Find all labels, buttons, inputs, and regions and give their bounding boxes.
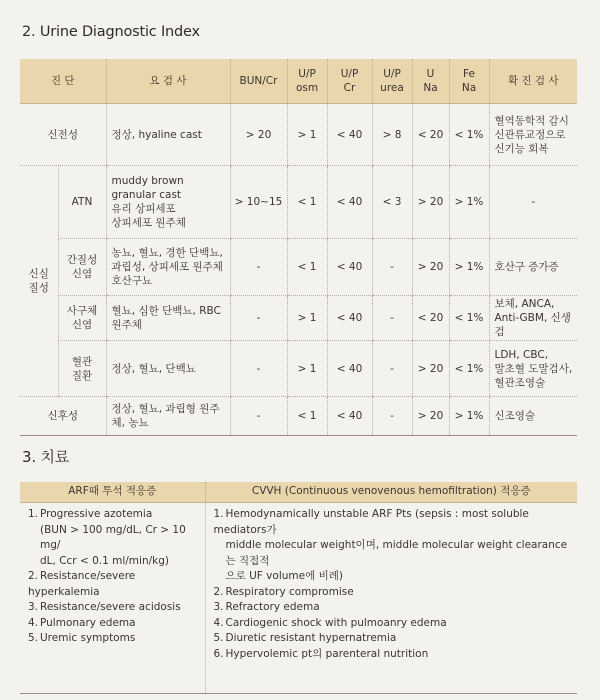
cell-up-osm: < 1 [287,397,327,436]
cell-u-na: > 20 [412,166,449,239]
cell-urinalysis: muddy brown granular cast 유리 상피세포 상피세포 원주체 [106,166,230,239]
cell-up-urea: - [372,397,412,436]
table-row [20,239,577,296]
cell-up-urea: - [372,296,412,341]
section-title-urine-index: 2. Urine Diagnostic Index [22,24,200,40]
row-label-interstitial: 간질성 신염 [58,239,106,296]
list-item: 6. Hypervolemic pt의 parenteral nutrition [213,647,429,660]
table-row [20,397,577,436]
cell-up-urea: > 8 [372,104,412,166]
section-title-treatment: 3. 치료 [22,448,70,466]
cell-bun-cr: - [230,341,287,397]
list-item: 1. Progressive azotemia (BUN > 100 mg/dL, Cr > 10 mg/ dL, Ccr < 0.1 ml/min/kg) [28,508,186,567]
header-up-cr: U/P Cr [327,59,372,104]
row-label-prerenal: 신전성 [20,104,106,166]
cell-fe-na: < 1% [449,341,489,397]
list-item: 2. Resistance/severe hyperkalemia [28,570,136,598]
cell-urinalysis: 정상, 혈뇨, 과립형 원주 체, 농뇨 [106,397,230,436]
table-row [20,503,577,694]
table-row [20,104,577,166]
cell-u-na: < 20 [412,104,449,166]
cell-urinalysis: 정상, hyaline cast [106,104,230,166]
table-row [20,296,577,341]
cell-u-na: < 20 [412,296,449,341]
row-label-glomerular: 사구체 신염 [58,296,106,341]
cell-up-cr: < 40 [327,296,372,341]
list-item: 5. Diuretic resistant hypernatremia [213,632,397,644]
row-group-intrinsic: 신실 질성 [20,166,58,397]
cell-confirm: 혈역동학적 감시 신관류교정으로 신기능 회복 [489,104,577,166]
list-item: 3. Refractory edema [213,601,320,613]
cell-bun-cr: > 20 [230,104,287,166]
row-label-postrenal: 신후성 [20,397,106,436]
cell-up-urea: - [372,341,412,397]
row-label-atn: ATN [58,166,106,239]
list-item: 4. Cardiogenic shock with pulmoanry edema [213,616,447,629]
table-row [20,166,577,239]
cell-confirm: 보체, ANCA, Anti-GBM, 신생검 [489,296,577,341]
cell-up-cr: < 40 [327,397,372,436]
header-urinalysis: 요 검 사 [106,59,230,104]
cell-u-na: > 20 [412,239,449,296]
cell-urinalysis: 혈뇨, 심한 단백뇨, RBC 원주체 [106,296,230,341]
cell-confirm: 호산구 증가증 [489,239,577,296]
cell-confirm: LDH, CBC, 말초혈 도말검사, 혈관조영술 [489,341,577,397]
header-dialysis-indications: ARF때 투석 적응증 [20,482,205,503]
header-diagnosis: 진 단 [20,59,106,104]
urine-diagnostic-table [20,59,577,436]
cell-up-cr: < 40 [327,341,372,397]
cell-u-na: > 20 [412,397,449,436]
list-item: 3. Resistance/severe acidosis [28,601,181,613]
cell-up-urea: - [372,239,412,296]
cell-up-cr: < 40 [327,104,372,166]
cell-up-osm: < 1 [287,166,327,239]
header-up-urea: U/P urea [372,59,412,104]
cell-bun-cr: - [230,239,287,296]
list-item: 5. Uremic symptoms [28,632,136,644]
list-item: 4. Pulmonary edema [28,616,136,629]
cell-up-osm: > 1 [287,296,327,341]
cell-bun-cr: - [230,397,287,436]
cvvh-indications-list [205,503,577,694]
header-fe-na: Fe Na [449,59,489,104]
header-up-osm: U/P osm [287,59,327,104]
cell-up-cr: < 40 [327,239,372,296]
cell-up-urea: < 3 [372,166,412,239]
header-cvvh-indications: CVVH (Continuous venovenous hemofiltration) 적응증 [205,482,577,503]
list-item: 1. Hemodynamically unstable ARF Pts (sepsis : most soluble mediators가 middle molecular weight이며, middle molecular weight clearance는 직접적 으로 UF volume에 비례) [213,508,568,582]
cell-confirm: - [489,166,577,239]
header-row [20,482,577,503]
cell-up-osm: > 1 [287,104,327,166]
cell-fe-na: > 1% [449,397,489,436]
row-label-vascular: 혈관 질환 [58,341,106,397]
cell-u-na: > 20 [412,341,449,397]
treatment-table [20,482,577,694]
list-item: 2. Respiratory compromise [213,585,354,598]
dialysis-indications-list [20,503,205,694]
cell-bun-cr: > 10~15 [230,166,287,239]
cell-up-osm: > 1 [287,341,327,397]
header-bun-cr: BUN/Cr [230,59,287,104]
cell-fe-na: > 1% [449,239,489,296]
header-row [20,59,577,104]
cell-fe-na: > 1% [449,166,489,239]
cell-fe-na: < 1% [449,296,489,341]
header-u-na: U Na [412,59,449,104]
cell-bun-cr: - [230,296,287,341]
cell-confirm: 신조영술 [489,397,577,436]
cell-fe-na: < 1% [449,104,489,166]
header-confirm: 확 진 검 사 [489,59,577,104]
cell-up-osm: < 1 [287,239,327,296]
cell-up-cr: < 40 [327,166,372,239]
cell-urinalysis: 정상, 혈뇨, 단백뇨 [106,341,230,397]
table-row [20,341,577,397]
cell-urinalysis: 농뇨, 혈뇨, 경한 단백뇨, 과립성, 상피세포 원주체 호산구뇨 [106,239,230,296]
